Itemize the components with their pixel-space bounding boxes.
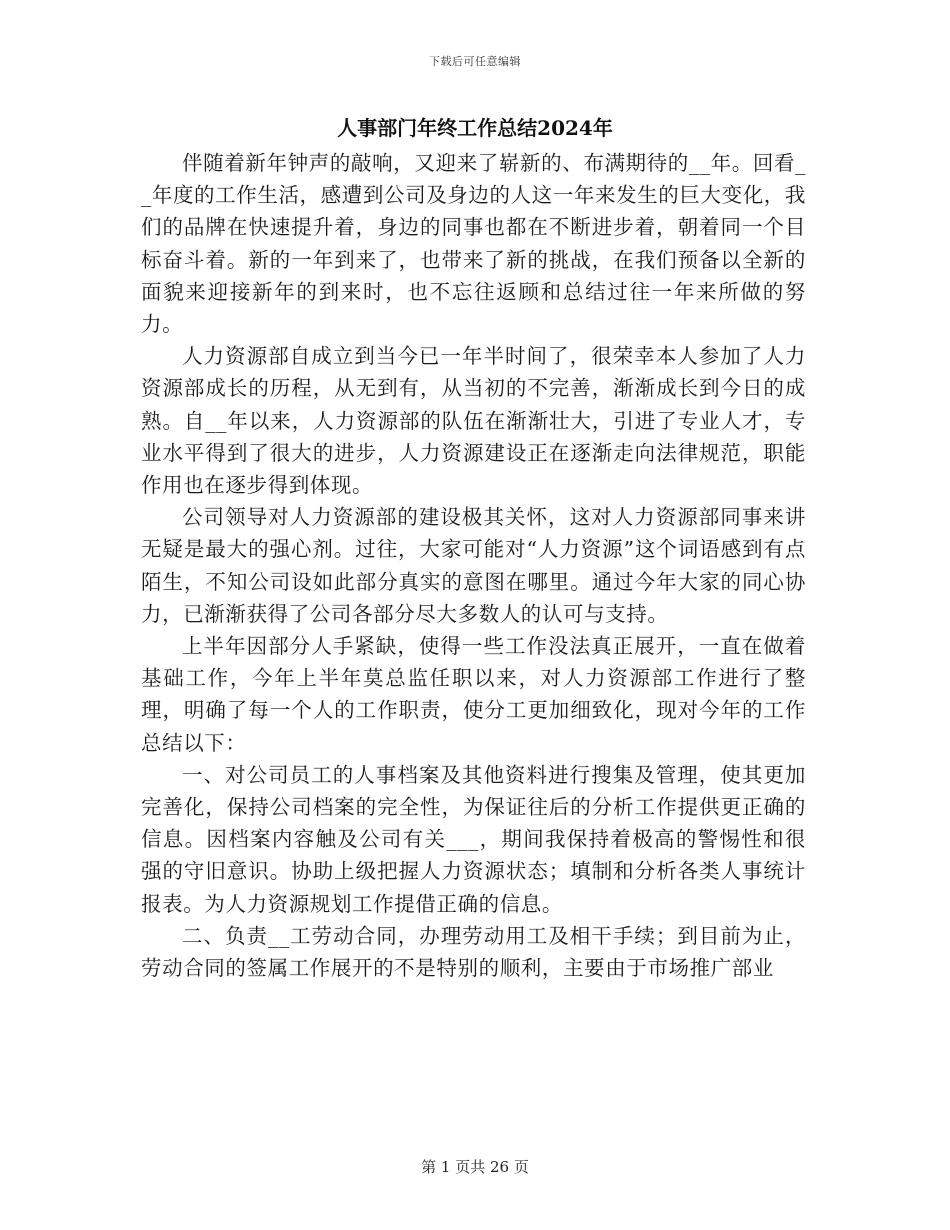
document-title: 人事部门年终工作总结2024年: [337, 116, 613, 140]
paragraph: 一、对公司员工的人事档案及其他资料进行搜集及管理，使其更加完善化，保持公司档案的完全性，为保证往后的分析工作提供更正确的信息。因档案内容触及公司有关___，期间我保持着极高的警惕性和很强的守旧意识。协助上级把握人力资源状态；填制和分析各类人事统计报表。为人力资源规划工作提借正确的信息。: [141, 762, 806, 916]
document-body: [141, 147, 806, 984]
page-footer: 第 1 页共 26 页: [421, 1158, 529, 1176]
paragraph: 公司领导对人力资源部的建设极其关怀，这对人力资源部同事来讲无疑是最大的强心剂。过往，大家可能对“人力资源”这个词语感到有点陌生，不知公司设如此部分真实的意图在哪里。通过今年大家的同心协力，已渐渐获得了公司各部分尽大多数人的认可与支持。: [141, 505, 806, 626]
paragraph: 伴随着新年钟声的敲响，又迎来了崭新的、布满期待的__年。回看__年度的工作生活，感遭到公司及身边的人这一年来发生的巨大变化，我们的品牌在快速提升着，身边的同事也都在不断进步着，朝着同一个目标奋斗着。新的一年到来了，也带来了新的挑战，在我们预备以全新的面貌来迎接新年的到来时，也不忘往返顾和总结过往一年来所做的努力。: [141, 151, 806, 337]
paragraph: 人力资源部自成立到当今已一年半时间了，很荣幸本人参加了人力资源部成长的历程，从无到有，从当初的不完善，渐渐成长到今日的成熟。自__年以来，人力资源部的队伍在渐渐壮大，引进了专业人才，专业水平得到了很大的进步，人力资源建设正在逐渐走向法律规范，职能作用也在逐步得到体现。: [141, 344, 806, 498]
paragraph: 上半年因部分人手紧缺，使得一些工作没法真正展开，一直在做着基础工作，今年上半年莫总监任职以来，对人力资源部工作进行了整理，明确了每一个人的工作职责，使分工更加细致化，现对今年的工作总结以下：: [141, 634, 806, 755]
header-note: 下载后可任意编辑: [429, 55, 521, 68]
paragraph: 二、负责__工劳动合同，办理劳动用工及相干手续；到目前为止，劳动合同的签属工作展开的不是特别的顺利，主要由于市场推广部业: [141, 923, 806, 981]
